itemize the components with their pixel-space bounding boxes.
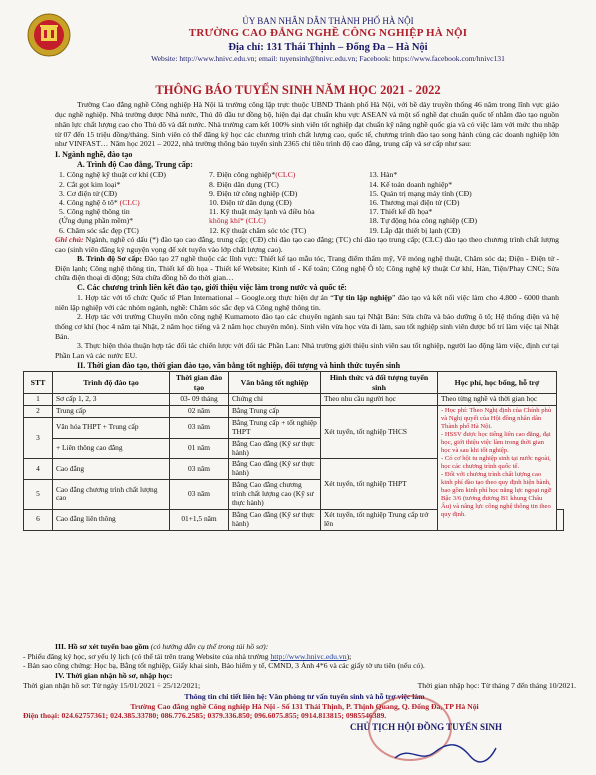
document-body (30, 100, 560, 531)
partnership-3: 3. Thực hiện thỏa thuận hợp tác đối tác chiến lược với đối tác Phần Lan: Nhà trường giới thiệu sinh viên sau tốt nghiệp, người lao động làm việc, định cư tại Phần Lan và các nước EU. (55, 341, 559, 360)
sub-c-heading: C. Các chương trình liên kết đào tạo, giới thiệu việc làm trong nước và quốc tế: (77, 283, 347, 293)
major-item: 19. Lắp đặt thiết bị lạnh (CĐ) (369, 225, 461, 235)
committee-name: ỦY BAN NHÂN DÂN THÀNH PHỐ HÀ NỘI (242, 16, 414, 26)
signer-title: CHỦ TỊCH HỘI ĐỒNG TUYỂN SINH (350, 722, 502, 732)
major-item: 18. Tự động hóa công nghiệp (CĐ) (369, 216, 478, 226)
method-thpt: Xét tuyển, tốt nghiệp THPT (321, 459, 438, 509)
major-item: 9. Điện tử công nghiệp (CĐ) (209, 188, 298, 198)
admission-table (23, 371, 564, 530)
major-item: 16. Thương mại điện tử (CĐ) (369, 198, 460, 207)
major-item: 6. Chăm sóc sắc đẹp (TC) (59, 225, 139, 235)
school-name: TRƯỜNG CAO ĐẲNG NGHỀ CÔNG NGHIỆP HÀ NỘI (188, 27, 468, 40)
table-row: + Liên thông cao đẳng 01 năm Bằng Cao đẳng (Kỹ sư thực hành) (24, 438, 564, 459)
major-item: 14. Kế toán doanh nghiệp* (369, 179, 453, 189)
table-row: 1 Sơ cấp 1, 2, 3 03- 09 tháng Chứng chỉ Theo nhu cầu người học Theo từng nghề và thời gian học (24, 394, 564, 406)
method-thcs: Xét tuyển, tốt nghiệp THCS (321, 406, 438, 459)
table-row: 3 Văn hóa THPT + Trung cấp 03 năm Bằng Trung cấp + tốt nghiệp THPT (24, 417, 564, 438)
contact-address: Trường Cao đẳng nghề Công nghiệp Hà Nội - Số 131 Thái Thịnh, P. Thịnh Quang, Q. Đống Đa, TP Hà Nội (130, 701, 479, 711)
contact-title: Thông tin chi tiết liên hệ: Văn phòng tư vấn tuyển sinh và hỗ trợ việc làm (184, 692, 425, 702)
major-item: 4. Công nghệ ô tô* (CLC) (59, 198, 140, 207)
contact-phones: Điện thoại: 024.62757361; 024.385.33780; 086.776.2585; 0379.336.850; 096.6075.855; 0914.813815; 0985546389. (23, 711, 387, 721)
major-item: 8. Điện dân dụng (TC) (209, 179, 279, 189)
partnership-1: 1. Hợp tác với tổ chức Quốc tế Plan International – Google.org thực hiện dự án “Tự tin lập nghiệp” đào tạo và kết nối việc làm cho 4.800 - 6000 thanh niên lập nghiệp với các nhóm ngành, nghề: Chăm sóc sắc đẹp và Công nghệ thông tin. (55, 293, 559, 312)
major-item: 10. Điện tử dân dụng (CĐ) (209, 198, 292, 207)
sub-b-paragraph: B. Trình độ Sơ cấp: Đào tạo 27 nghề thuộc các lĩnh vực: Thiết kế tạo mẫu tóc, Trang điểm thẩm mỹ, Vẽ móng nghệ thuật, Chăm sóc da; Điện - Điện tử - Điện lạnh; Công nghệ thông tin, Thiết kế đồ họa - Thiết kế Website; Kinh tế - Kế toán; Công nghệ Ô tô; Công nghệ kỹ thuật Cơ khí, Hàn, Tiện/Phay CNC; Sửa chữa điện thoại di động; Sửa chữa đồng hồ đo thời gian… (55, 254, 560, 283)
major-item: 13. Hàn* (369, 170, 398, 180)
major-item: 15. Quản trị mạng máy tính (CĐ) (369, 188, 472, 198)
school-logo (26, 12, 72, 58)
contact-links: Website: http://www.hnivc.edu.vn; email: tuyensinh@hnivc.edu.vn; Facebook: https://www.facebook.com/hnivc131 (151, 54, 505, 64)
section-1-heading: I. Ngành nghề, đào tạo (55, 150, 133, 160)
major-item: (Ứng dụng phần mềm)* (59, 216, 134, 226)
intro-paragraph: Trường Cao đẳng nghề Công nghiệp Hà Nội là trường công lập trực thuộc UBND Thành phố Hà Nội, với bề dày truyền thống 46 năm trong lĩnh vực giáo dục nghề nghiệp. Nhà trường được Nhà nước, Thủ đô đầu tư đồng bộ, hiện đại đạt chuẩn khu vực ASEAN và một số nghề đạt chuẩn quốc tế nhằm đào tạo nguồn nhân lực chất lượng cao cho Thủ đô và đất nước. Nhà trường cam kết 100% sinh viên tốt nghiệp đạt chuẩn kỹ năng nghề quốc gia và có việc làm với mức thu nhập từ 07 đến 15 triệu đồng/tháng. Sinh viên có thể đăng ký học các chương trình chất lượng cao, quốc tế, chương trình đào tạo song hành cùng các doanh nghiệp lớn như VINFAST… Năm học 2021 – 2022, nhà trường thông báo tuyển sinh 2365 chỉ tiêu trình độ cao đẳng, trung cấp và sơ cấp như sau: (55, 100, 559, 149)
table-row: 5 Cao đẳng chương trình chất lượng cao 03 năm Bằng Cao đẳng chương trình chất lượng cao (Kỹ sư thực hành) (24, 480, 564, 510)
table-header-row: STT Trình độ đào tạo Thời gian đào tạo Văn bằng tốt nghiệp Hình thức và đối tượng tuyển sinh Học phí, học bổng, hỗ trợ (24, 372, 564, 394)
table-row: 6 Cao đẳng liên thông 01+1,5 năm Bằng Cao đẳng (Kỹ sư thực hành) Xét tuyển, tốt nghiệp Trung cấp trở lên (24, 509, 564, 530)
major-item: 1. Công nghệ kỹ thuật cơ khí (CĐ) (59, 170, 166, 180)
majors-note: Ghi chú: Ngành, nghề có dấu (*) đào tạo cao đẳng, trung cấp; (CĐ) chỉ đào tạo cao đẳng; (TC) chỉ đào tạo trung cấp; (CLC) đào tạo theo chương trình chất lượng cao (sinh viên đăng ký nguyện vọng để xét tuyển vào lớp chất lượng cao). (55, 234, 560, 254)
major-item: 2. Cắt gọt kim loại* (59, 179, 121, 189)
docs-line-1: - Phiếu đăng ký học, sơ yếu lý lịch (có thể tải trên trang Website của nhà trường http://www.hnivc.edu.vn); (23, 651, 352, 661)
major-item: 12. Kỹ thuật chăm sóc tóc (TC) (209, 225, 307, 235)
letterhead (70, 16, 586, 64)
section-3-heading: III. Hồ sơ xét tuyển bao gồm (có hướng dẫn cụ thể trong túi hồ sơ): (55, 642, 269, 651)
table-row: 4 Cao đẳng 03 năm Bằng Cao đẳng (Kỹ sư thực hành) Xét tuyển, tốt nghiệp THPT (24, 459, 564, 480)
timeline-line: Thời gian nhận hồ sơ: Từ ngày 15/01/2021 ÷ 25/12/2021; Thời gian nhập học: Từ tháng 7 đến tháng 10/2021. (23, 680, 576, 690)
section-4-heading: IV. Thời gian nhận hồ sơ, nhập học: (55, 670, 173, 680)
school-address: Địa chỉ: 131 Thái Thịnh – Đống Đa – Hà Nội (228, 42, 428, 53)
sub-a-heading: A. Trình độ Cao đẳng, Trung cấp: (77, 160, 193, 170)
website-link[interactable]: http://www.hnivc.edu.vn (270, 651, 347, 661)
fees-cell: - Học phí: Theo Nghị định của Chính phủ và Nghị quyết của Hội đồng nhân dân Thành phố Hà Nội. - HSSV được học tiếng liên cao đẳng, đại học, giới thiệu việc làm trong thời gian học và sau khi tốt nghiệp. - Có cơ hội tu nghiệp sinh tại nước ngoài, học các chương trình quốc tế. - Đối với chương trình chất lượng cao kinh phí đào tạo theo quy định hiện hành, bao gồm kinh phí học năng lực ngoại ngữ Bậc 3/6 (tương đương B1 khung Châu Âu) và nâng lực công nghệ thông tin theo quy định. (438, 406, 557, 531)
table-row: 2 Trung cấp 02 năm Bằng Trung cấp Xét tuyển, tốt nghiệp THCS - Học phí: Theo Nghị định của Chính phủ và Nghị quyết của Hội đồng nhân dân Thành phố Hà Nội. - HSSV được học tiếng liên cao đẳng, đại học, giới thiệu việc làm trong thời gian học và sau khi tốt nghiệp. - Có cơ hội tu nghiệp sinh tại nước ngoài, học các chương trình quốc tế. - Đối với chương trình chất lượng cao kinh phí đào tạo theo quy định hiện hành, bao gồm kinh phí học năng lực ngoại ngữ Bậc 3/6 (tương đương B1 khung Châu Âu) và nâng lực công nghệ thông tin theo quy định. (24, 406, 564, 418)
partnership-2: 2. Hợp tác với trường Chuyên môn công nghệ Kumamoto đào tạo các chuyên ngành sau tại Nhật Bản: Sửa chữa và bảo dưỡng ô tô; Hệ thống điện và hệ thống cơ khí (học 4 năm tại Nhật, 2 năm học tiếng và 2 năm học chuyên môn). Sinh viên vừa học vừa đi làm, sau tốt nghiệp sinh viên được bố trí làm việc tại Nhật Bản. (55, 312, 559, 341)
footer-section (23, 642, 586, 721)
signature (390, 740, 500, 766)
docs-line-2: - Bản sao công chứng: Học bạ, Bằng tốt nghiệp, Giấy khai sinh, Bảo hiểm y tế, CMND, 3 Ảnh 4*6 và các giấy tờ ưu tiên (nếu có). (23, 661, 425, 671)
section-2-heading: II. Thời gian đào tạo, thời gian đào tạo, văn bằng tốt nghiệp, đối tượng và hình thức tuyển sinh (77, 361, 401, 371)
major-item: 7. Điện công nghiệp*(CLC) (209, 170, 296, 180)
major-item: 3. Cơ điện tử (CĐ) (59, 188, 117, 198)
major-item: 17. Thiết kế đồ họa* (369, 207, 433, 217)
major-item: 11. Kỹ thuật máy lạnh và điều hòa (209, 207, 315, 217)
document-title: THÔNG BÁO TUYỂN SINH NĂM HỌC 2021 - 2022 (155, 83, 441, 97)
major-item: 5. Công nghệ thông tin (59, 207, 130, 217)
majors-grid (55, 170, 559, 235)
major-item: không khí* (CLC) (209, 216, 266, 226)
